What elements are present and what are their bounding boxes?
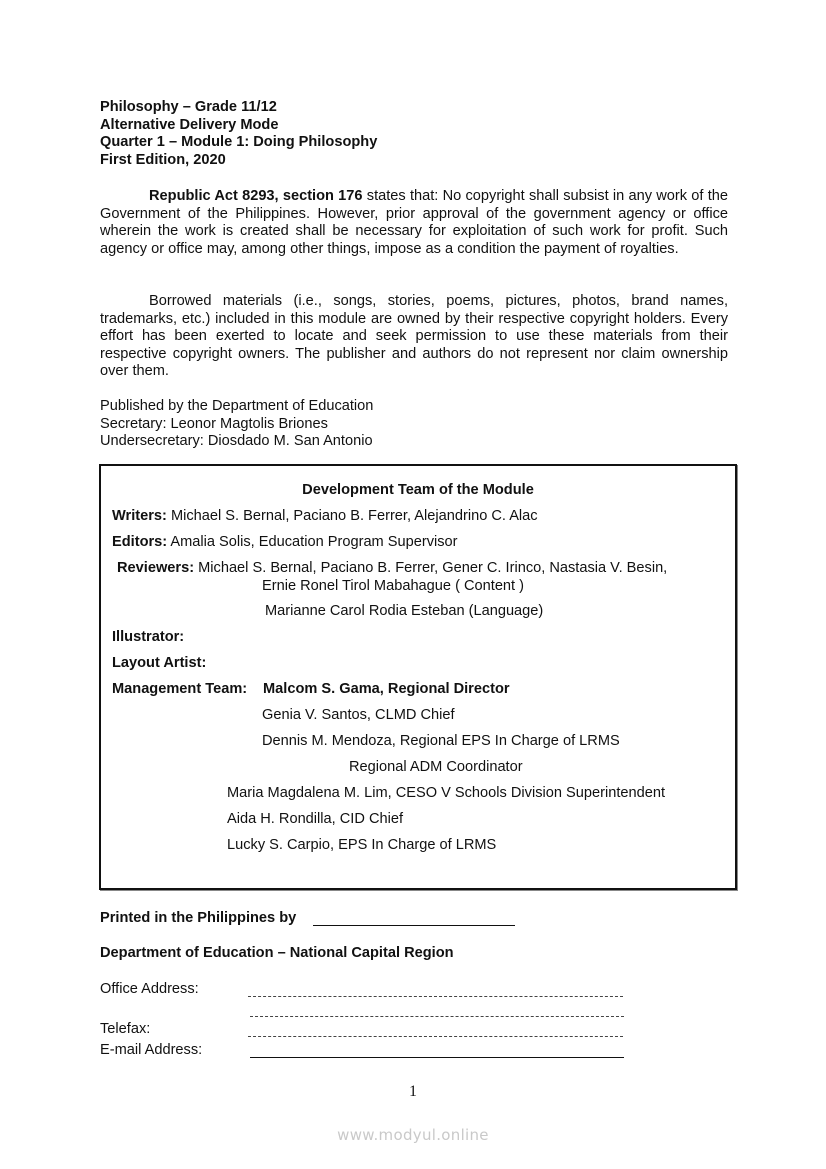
email-address-label: E-mail Address: <box>100 1042 203 1058</box>
management-member: Regional ADM Coordinator <box>349 759 523 775</box>
writers-names: Michael S. Bernal, Paciano B. Ferrer, Alejandrino C. Alac <box>166 508 538 524</box>
editors-label: Editors: <box>112 534 168 550</box>
reviewers-label: Reviewers: <box>117 560 195 576</box>
management-member: Genia V. Santos, CLMD Chief <box>262 707 455 723</box>
management-member: Maria Magdalena M. Lim, CESO V Schools Division Superintendent <box>227 785 666 801</box>
reviewers-language: Marianne Carol Rodia Esteban (Language) <box>265 603 544 619</box>
borrowed-text: Borrowed materials (i.e., songs, stories, poems, pictures, photos, brand names, trademarks, etc.) included in this module are owned by their respective copyright holders. Every effort has been exerted to locate and seek permission to use these materials from their respective copyright owners. The publisher and authors do not represent nor claim ownership over them. <box>100 293 728 380</box>
copyright-paragraph <box>100 188 728 258</box>
header-mode: Alternative Delivery Mode <box>100 116 279 133</box>
page-number: 1 <box>409 1083 417 1100</box>
management-member: Lucky S. Carpio, EPS In Charge of LRMS <box>227 837 497 853</box>
copyright-law-reference: Republic Act 8293, section 176 <box>149 188 363 204</box>
module-header <box>100 99 377 169</box>
header-edition: First Edition, 2020 <box>100 151 226 168</box>
printer-blank-line <box>313 925 515 926</box>
layout-artist-label: Layout Artist: <box>112 655 207 671</box>
borrowed-materials-paragraph <box>100 293 728 381</box>
management-member: Aida H. Rondilla, CID Chief <box>227 811 404 827</box>
office-address-line-2 <box>250 1016 624 1017</box>
published-by: Published by the Department of Education <box>100 398 374 414</box>
writers-label: Writers: <box>112 508 167 524</box>
header-module: Quarter 1 – Module 1: Doing Philosophy <box>100 134 378 150</box>
region-heading: Department of Education – National Capital Region <box>100 945 454 961</box>
management-label: Management Team: <box>112 681 248 697</box>
copyright-text: states that: No copyright shall subsist in any work of the Government of the Philippines. However, prior approval of the government agency or office wherein the work is created shall be necessary for exploitation of such work for profit. Such agency or office may, among other things, impose as a condition the payment of royalties. <box>100 188 728 257</box>
telefax-line <box>248 1036 623 1037</box>
editors-row <box>112 534 458 550</box>
dev-team-title: Development Team of the Module <box>302 482 534 498</box>
reviewers-content: Ernie Ronel Tirol Mabahague ( Content ) <box>262 578 525 594</box>
email-address-line <box>250 1057 624 1058</box>
watermark: www.modyul.online <box>337 1126 489 1144</box>
office-address-label: Office Address: <box>100 981 199 997</box>
reviewers-row <box>117 560 667 576</box>
secretary: Secretary: Leonor Magtolis Briones <box>100 415 328 432</box>
illustrator-label: Illustrator: <box>112 629 185 645</box>
editors-names: Amalia Solis, Education Program Supervisor <box>167 534 458 550</box>
office-address-line-1 <box>248 996 623 997</box>
printed-by <box>100 910 296 926</box>
management-member: Malcom S. Gama, Regional Director <box>263 681 510 697</box>
header-subject: Philosophy – Grade 11/12 <box>100 99 277 115</box>
reviewers-names: Michael S. Bernal, Paciano B. Ferrer, Gener C. Irinco, Nastasia V. Besin, <box>194 560 668 576</box>
undersecretary: Undersecretary: Diosdado M. San Antonio <box>100 433 373 450</box>
printed-by-label: Printed in the Philippines by <box>100 910 297 926</box>
writers-row <box>112 508 538 524</box>
management-member: Dennis M. Mendoza, Regional EPS In Charge of LRMS <box>262 733 620 749</box>
telefax-label: Telefax: <box>100 1021 151 1037</box>
publisher-info <box>100 398 373 451</box>
development-team-box <box>99 464 737 890</box>
